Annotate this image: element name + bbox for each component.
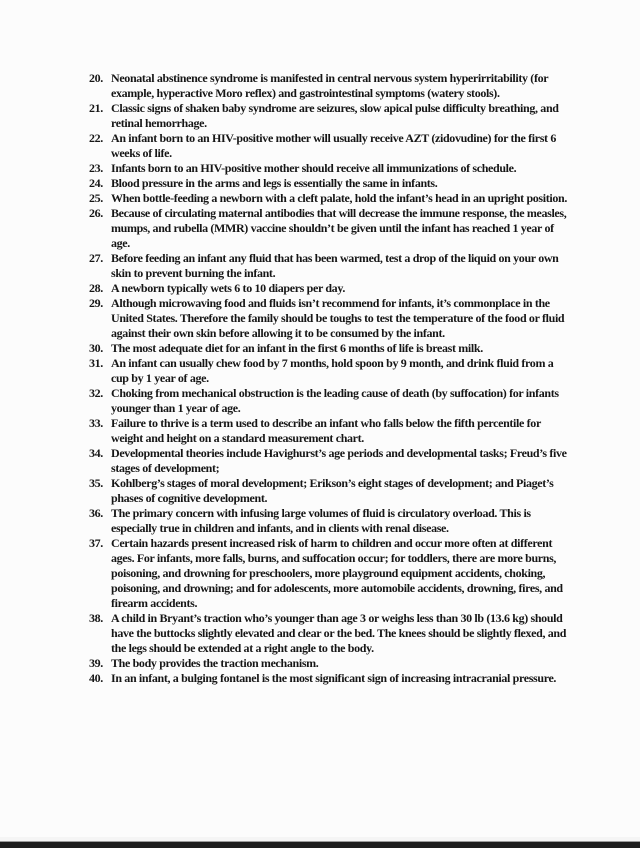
list-item-text: Neonatal abstinence syndrome is manifested in central nervous system hyperirritability (for example, hyperactive Moro reflex) and gastrointestinal symptoms (watery stools). [111, 71, 549, 100]
list-item [89, 251, 573, 281]
list-item-number: 38. [89, 611, 103, 625]
list-item-text: Because of circulating maternal antibodies that will decrease the immune response, the measles, mumps, and rubella (MMR) vaccine shouldn’t be given until the infant has reached 1 year of age. [111, 206, 567, 250]
list-item-text: Although microwaving food and fluids isn’t recommend for infants, it’s commonplace in the United States. Therefore the family should be toughs to test the temperature of the food or fluid against their own skin before allowing it to be consumed by the infant. [111, 296, 565, 340]
list-item [89, 386, 573, 416]
list-item-text: The most adequate diet for an infant in the first 6 months of life is breast milk. [111, 341, 483, 355]
list-item-text: An infant can usually chew food by 7 months, hold spoon by 9 month, and drink fluid from a cup by 1 year of age. [111, 356, 554, 385]
list-item-number: 28. [89, 281, 103, 295]
list-item [89, 671, 573, 686]
list-item-number: 30. [89, 341, 103, 355]
list-item-text: The body provides the traction mechanism. [111, 656, 319, 670]
list-item-number: 36. [89, 506, 103, 520]
list-item-number: 23. [89, 161, 103, 175]
list-item [89, 656, 573, 671]
list-item-text: When bottle-feeding a newborn with a cleft palate, hold the infant’s head in an upright position. [111, 191, 567, 205]
list-item-text: Developmental theories include Havighurst’s age periods and developmental tasks; Freud’s five stages of development; [111, 446, 567, 475]
list-item [89, 176, 573, 191]
list-item [89, 101, 573, 131]
list-item [89, 506, 573, 536]
list-item-number: 24. [89, 176, 103, 190]
list-item-text: Blood pressure in the arms and legs is essentially the same in infants. [111, 176, 438, 190]
list-item-number: 32. [89, 386, 103, 400]
list-item [89, 611, 573, 656]
bottom-bar [0, 841, 640, 848]
list-item-number: 20. [89, 71, 103, 85]
list-item [89, 416, 573, 446]
list-item-number: 34. [89, 446, 103, 460]
list-item-number: 37. [89, 536, 103, 550]
list-item [89, 281, 573, 296]
list-item [89, 296, 573, 341]
list-item-text: A child in Bryant’s traction who’s younger than age 3 or weighs less than 30 lb (13.6 kg) should have the buttocks slightly elevated and clear or the bed. The knees should be slightly flexed, and the legs should be extended at a right angle to the body. [111, 611, 567, 655]
list-item-text: Infants born to an HIV-positive mother should receive all immunizations of schedule. [111, 161, 517, 175]
list-item-text: Certain hazards present increased risk of harm to children and occur more often at different ages. For infants, more falls, burns, and suffocation occur; for toddlers, there are more burns, poisoning, and drowning for preschoolers, more playground equipment accidents, choking, poisoning, and drowning; and for adolescents, more automobile accidents, drowning, fires, and firearm accidents. [111, 536, 563, 610]
list-item-number: 35. [89, 476, 103, 490]
list-item-number: 27. [89, 251, 103, 265]
list-item-text: In an infant, a bulging fontanel is the most significant sign of increasing intracranial pressure. [111, 671, 557, 685]
list-item-text: Before feeding an infant any fluid that has been warmed, test a drop of the liquid on your own skin to prevent burning the infant. [111, 251, 559, 280]
list-item-number: 31. [89, 356, 103, 370]
list-item [89, 341, 573, 356]
list-item-number: 21. [89, 101, 103, 115]
list-item-number: 22. [89, 131, 103, 145]
list-item [89, 191, 573, 206]
fact-list [89, 71, 573, 686]
list-item-text: An infant born to an HIV-positive mother will usually receive AZT (zidovudine) for the first 6 weeks of life. [111, 131, 556, 160]
list-item [89, 356, 573, 386]
list-item [89, 446, 573, 476]
list-item-number: 25. [89, 191, 103, 205]
list-item-number: 29. [89, 296, 103, 310]
list-item-text: Choking from mechanical obstruction is the leading cause of death (by suffocation) for infants younger than 1 year of age. [111, 386, 559, 415]
list-item [89, 536, 573, 611]
list-item-text: A newborn typically wets 6 to 10 diapers per day. [111, 281, 345, 295]
list-item [89, 206, 573, 251]
list-item-text: Classic signs of shaken baby syndrome are seizures, slow apical pulse difficulty breathing, and retinal hemorrhage. [111, 101, 559, 130]
list-item-text: The primary concern with infusing large volumes of fluid is circulatory overload. This is especially true in children and infants, and in clients with renal disease. [111, 506, 531, 535]
list-item [89, 476, 573, 506]
list-item-number: 40. [89, 671, 103, 685]
list-item [89, 161, 573, 176]
list-item-number: 33. [89, 416, 103, 430]
list-item [89, 71, 573, 101]
list-item-number: 26. [89, 206, 103, 220]
list-item-text: Failure to thrive is a term used to describe an infant who falls below the fifth percentile for weight and height on a standard measurement chart. [111, 416, 541, 445]
list-item [89, 131, 573, 161]
list-item-number: 39. [89, 656, 103, 670]
list-item-text: Kohlberg’s stages of moral development; Erikson’s eight stages of development; and Piaget’s phases of cognitive development. [111, 476, 554, 505]
